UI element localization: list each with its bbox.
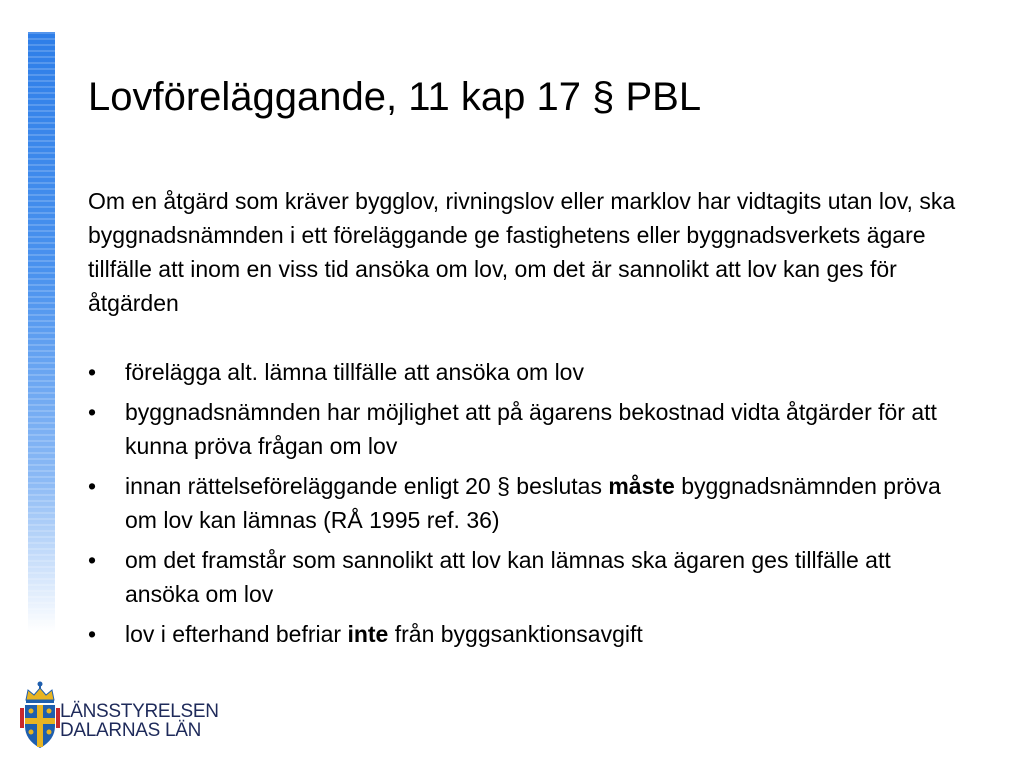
accent-side-bar: [28, 32, 55, 632]
bullet-text-part: från byggsanktionsavgift: [388, 621, 643, 647]
bullet-text: [125, 621, 643, 647]
emphasis-text: måste: [608, 473, 675, 499]
bullet-item: [88, 543, 968, 611]
bullet-dot: •: [88, 473, 97, 499]
bullet-text: byggnadsnämnden har möjlighet att på ägarens bekostnad vidta åtgärder för att kunna pröva frågan om lov: [125, 399, 937, 459]
bullet-text-part: lov i efterhand befriar: [125, 621, 348, 647]
bullet-dot: •: [88, 547, 97, 573]
bullet-text-part: innan rättelseföreläggande enligt 20 § beslutas: [125, 473, 609, 499]
bullet-text: förelägga alt. lämna tillfälle att ansöka om lov: [125, 359, 584, 385]
bullet-list: [88, 355, 968, 651]
logo-line-2: DALARNAS LÄN: [60, 720, 202, 741]
bullet-item: [88, 617, 968, 651]
bullet-text-part: byggnadsnämnden pröva om lov kan lämnas (RÅ 1995 ref. 36): [125, 473, 941, 533]
bullet-text: [125, 473, 941, 533]
slide-title: Lovföreläggande, 11 kap 17 § PBL: [88, 75, 702, 119]
lansstyrelsen-logo: [18, 680, 219, 752]
logo-line-1: LÄNSSTYRELSEN: [60, 701, 219, 722]
bullet-dot: •: [88, 399, 97, 425]
slide-body: [88, 184, 968, 657]
bullet-dot: •: [88, 621, 97, 647]
bullet-item: [88, 395, 968, 463]
bullet-item: [88, 355, 968, 389]
bullet-item: [88, 469, 968, 537]
emphasis-text: inte: [347, 621, 389, 647]
logo-text: [60, 702, 219, 740]
bullet-dot: •: [88, 359, 97, 385]
intro-paragraph: Om en åtgärd som kräver bygglov, rivningslov eller marklov har vidtagits utan lov, ska byggnadsnämnden i ett föreläggande ge fastighetens eller byggnadsverkets ägare tillfälle att inom en viss tid ansöka om lov, om det är sannolikt att lov kan ges för åtgärden: [88, 188, 956, 316]
bullet-text: om det framstår som sannolikt att lov kan lämnas ska ägaren ges tillfälle att ansöka om lov: [125, 547, 891, 607]
coat-of-arms-icon: [18, 680, 62, 752]
